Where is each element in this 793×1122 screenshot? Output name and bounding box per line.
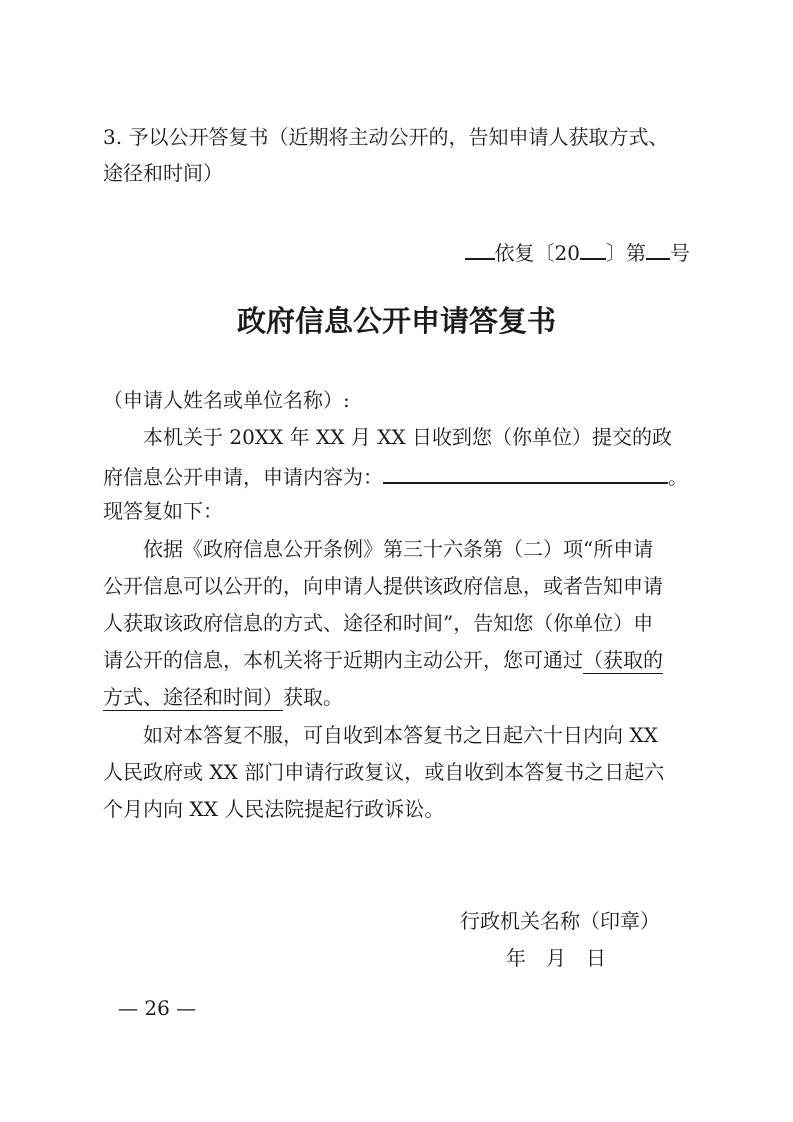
para3-line-3: 个月内向 XX 人民法院提起行政诉讼。 (103, 797, 445, 821)
doc-number-blank-year (580, 238, 606, 260)
signature-org: 行政机关名称（印章） (460, 909, 660, 933)
item-heading-line-2: 途径和时间） (103, 161, 223, 185)
para2-line-3: 人获取该政府信息的方式、途径和时间”，告知您（你单位）申 (103, 611, 654, 635)
document-number (465, 238, 690, 265)
document-title: 政府信息公开申请答复书 (236, 304, 556, 338)
para1-line-2-prefix: 府信息公开申请，申请内容为： (103, 465, 383, 489)
addressee: （申请人姓名或单位名称）: (103, 388, 350, 412)
signature-date: 年 月 日 (506, 946, 606, 970)
item-heading-line-1: 3. 予以公开答复书（近期将主动公开的，告知申请人获取方式、 (103, 125, 669, 149)
para3-line-2: 人民政府或 XX 部门申请行政复议，或自收到本答复书之日起六 (103, 760, 665, 784)
para1-line-2-suffix: 。 (668, 465, 688, 489)
doc-number-blank-number (646, 238, 670, 260)
para2-line-5 (103, 685, 693, 709)
doc-number-part-1: 依复〔20 (494, 241, 580, 265)
para2-line-4-prefix: 请公开的信息，本机关将于近期内主动公开，您可通过 (103, 648, 583, 672)
para2-line-4 (103, 648, 693, 672)
para2-line-5-suffix: 获取。 (283, 685, 343, 709)
access-method-underlined-1: （获取的 (583, 648, 663, 672)
para2-line-2: 公开信息可以公开的，向申请人提供该政府信息，或者告知申请 (103, 574, 663, 598)
para1-line-2 (103, 462, 693, 489)
para1-line-1: 本机关于 20XX 年 XX 月 XX 日收到您（你单位）提交的政 (143, 425, 673, 449)
access-method-underlined-2: 方式、途径和时间） (103, 685, 283, 709)
para2-line-1: 依据《政府信息公开条例》第三十六条第（二）项“所申请 (143, 537, 654, 561)
doc-number-part-3: 号 (670, 241, 690, 265)
doc-number-part-2: 〕第 (606, 241, 646, 265)
para1-line-3: 现答复如下： (103, 499, 223, 523)
request-content-blank (383, 462, 668, 484)
para3-line-1: 如对本答复不服，可自收到本答复书之日起六十日内向 XX (143, 723, 658, 747)
page-number: — 26 — (118, 996, 197, 1020)
doc-number-blank-prefix (465, 238, 495, 260)
